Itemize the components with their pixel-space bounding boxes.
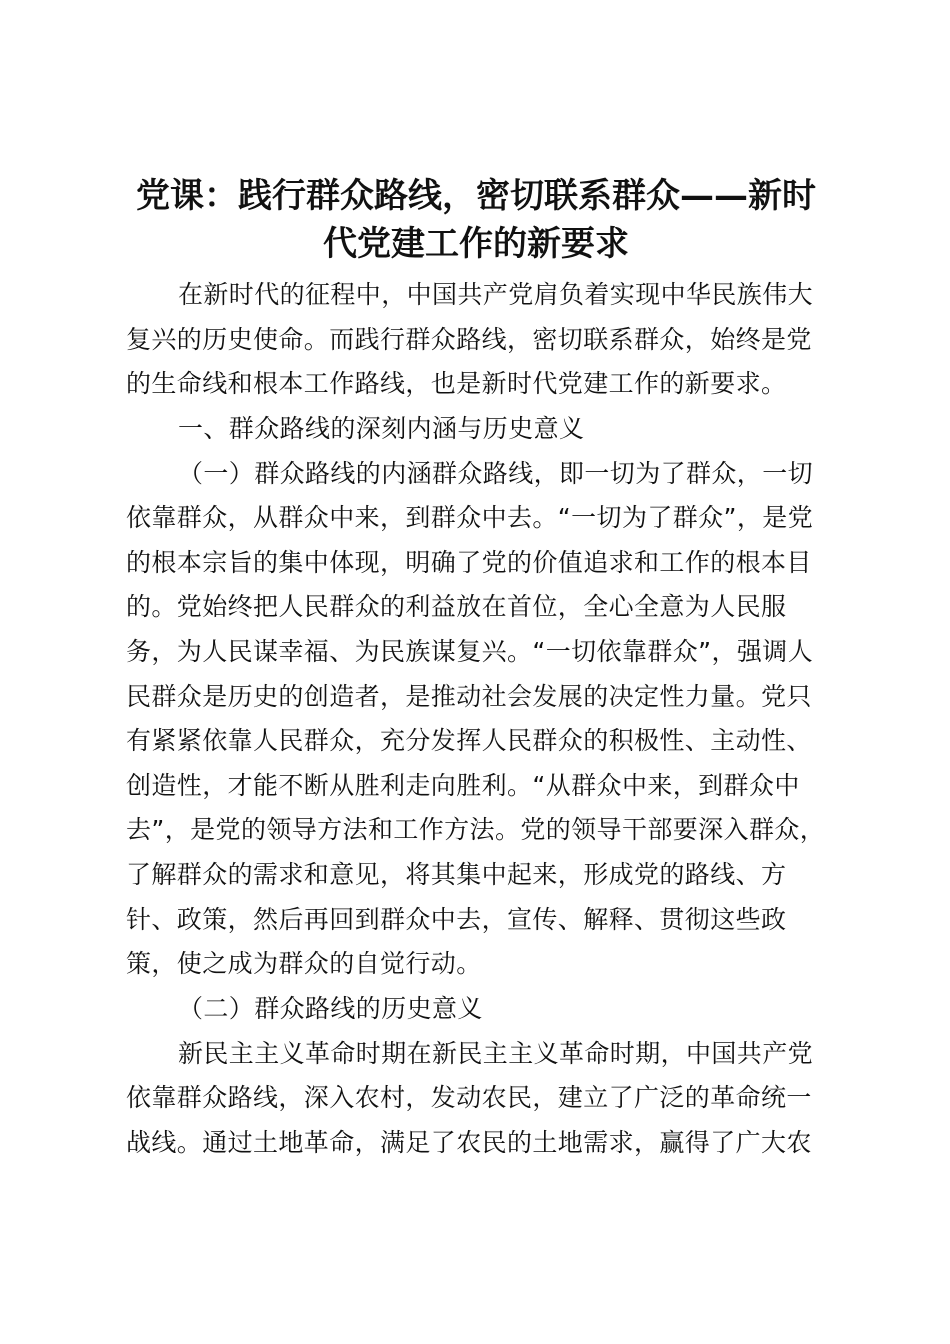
subsection-heading-2: （二）群众路线的历史意义 [178, 994, 483, 1023]
paragraph-intro-line: 在新时代的征程中，中国共产党肩负着实现中华民族伟大 [178, 280, 814, 309]
paragraph-intro-line: 复兴的历史使命。而践行群众路线，密切联系群众，始终是党 [126, 325, 812, 354]
section-heading-1: 一、群众路线的深刻内涵与历史意义 [178, 414, 585, 443]
paragraph-line: 去”，是党的领导方法和工作方法。党的领导干部要深入群众， [126, 815, 826, 844]
paragraph-line: 策，使之成为群众的自觉行动。 [126, 949, 482, 978]
paragraph-line: （一）群众路线的内涵群众路线，即一切为了群众，一切 [178, 459, 814, 488]
paragraph-line: 依靠群众，从群众中来，到群众中去。“一切为了群众”，是党 [126, 503, 814, 532]
paragraph-line: 的根本宗旨的集中体现，明确了党的价值追求和工作的根本目 [126, 548, 812, 577]
paragraph-line: 依靠群众路线，深入农村，发动农民，建立了广泛的革命统一 [126, 1083, 812, 1112]
paragraph-line: 针、政策，然后再回到群众中去，宣传、解释、贯彻这些政 [126, 905, 787, 934]
paragraph-line: 战线。通过土地革命，满足了农民的土地需求，赢得了广大农 [126, 1128, 812, 1157]
paragraph-intro-line: 的生命线和根本工作路线，也是新时代党建工作的新要求。 [126, 369, 787, 398]
paragraph-line: 有紧紧依靠人民群众，充分发挥人民群众的积极性、主动性、 [126, 726, 812, 755]
paragraph-line: 创造性，才能不断从胜利走向胜利。“从群众中来，到群众中 [126, 771, 800, 800]
paragraph-line: 民群众是历史的创造者，是推动社会发展的决定性力量。党只 [126, 682, 812, 711]
document-title-line-1: 党课：践行群众路线，密切联系群众——新时 [136, 176, 816, 216]
paragraph-line: 务，为人民谋幸福、为民族谋复兴。“一切依靠群众”，强调人 [126, 637, 814, 666]
paragraph-line: 新民主主义革命时期在新民主主义革命时期，中国共产党 [178, 1039, 814, 1068]
paragraph-line: 的。党始终把人民群众的利益放在首位，全心全意为人民服 [126, 592, 787, 621]
document-title-line-2: 代党建工作的新要求 [323, 224, 629, 264]
paragraph-line: 了解群众的需求和意见，将其集中起来，形成党的路线、方 [126, 860, 787, 889]
